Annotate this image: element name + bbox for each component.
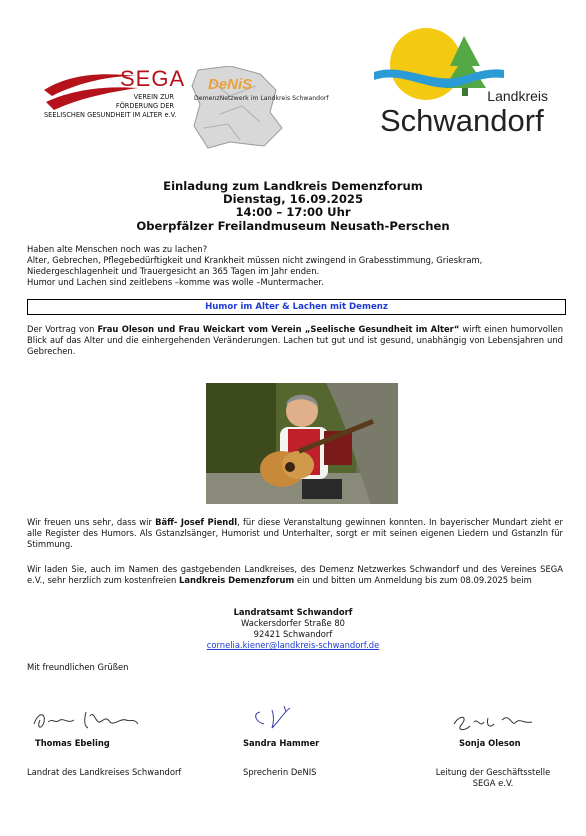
invitation-title: Einladung zum Landkreis Demenzforum <box>163 179 423 193</box>
signature-ebeling-icon <box>30 706 140 736</box>
sega-tagline-2: FÖRDERUNG DER <box>115 102 174 110</box>
invite-text-a: Wir laden Sie, auch im Namen des gastgebenden Landkreises, des Demenz Netzwerkes Schwandorf und des Vereines SEGA e.V., sehr herzlich zum kostenfreien <box>27 564 563 585</box>
landkreis-logo <box>370 24 556 140</box>
performer-name: Bäff- Josef Piendl <box>155 517 238 527</box>
performer-photo <box>206 383 398 504</box>
performer-paragraph <box>27 517 563 550</box>
signature-role-3-line1: Leitung der Geschäftsstelle <box>435 767 551 777</box>
landkreis-name: Schwandorf <box>380 103 544 138</box>
intro-line-3: Niedergeschlagenheit und Trauergesicht an 365 Tagen im Jahr enden. <box>27 266 320 276</box>
address-block <box>0 607 586 651</box>
email-link[interactable]: cornelia.kiener@landkreis-schwandorf.de <box>206 640 380 650</box>
invite-paragraph <box>27 564 563 586</box>
address-street: Wackersdorfer Straße 80 <box>240 618 345 628</box>
event-time: 14:00 – 17:00 Uhr <box>235 205 351 220</box>
denis-tagline: DemenzNetzwerk im Landkreis Schwandorf <box>194 95 329 102</box>
performer-text-a: Wir freuen uns sehr, dass wir <box>27 517 156 527</box>
musician-with-guitar-image <box>206 383 398 504</box>
talk-speakers: Frau Oleson und Frau Weickart vom Verein „Seelische Gesundheit im Alter“ <box>97 324 460 334</box>
invite-event-name: Landkreis Demenzforum <box>179 575 295 585</box>
topic-box: Humor im Alter & Lachen mit Demenz <box>27 299 566 315</box>
address-org: Landratsamt Schwandorf <box>233 607 353 617</box>
denis-logo <box>190 66 360 150</box>
signature-oleson-icon <box>450 708 540 738</box>
denis-wordmark: DeNiS <box>208 76 253 93</box>
signature-role-3-line2: SEGA e.V. <box>472 778 514 788</box>
title-block <box>0 180 586 233</box>
intro-line-4: Humor und Lachen sind zeitlebens –komme was wolle –Muntermacher. <box>27 277 324 287</box>
signature-hammer-icon <box>250 702 310 732</box>
performer-text-c: , für diese Veranstaltung gewinnen konnten. In bayerischer Mundart zieht er alle Register des Humors. Als Gstanzlsänger, Humorist und Unterhalter, sorgt er mit seinen eigenen Liedern und Gstanzln für Stimmung. <box>27 517 563 549</box>
signature-role-3 <box>418 767 568 789</box>
signature-name-3: Sonja Oleson <box>459 738 521 748</box>
intro-question: Haben alte Menschen noch was zu lachen? <box>27 244 208 254</box>
signature-name-1: Thomas Ebeling <box>35 738 110 748</box>
talk-text-c: wirft einen humorvollen Blick auf das Alter und die einhergehenden Veränderungen. Lachen tut gut und ist gesund, unabhängig von Lebensjahren und Gebrechen. <box>27 324 564 356</box>
sega-logo <box>40 66 186 132</box>
intro-line-2: Alter, Gebrechen, Pflegebedürftigkeit und Krankheit müssen nicht zwingend in Grabesstimmung, Grieskram, <box>27 255 483 265</box>
talk-text-a: Der Vortrag von <box>27 324 98 334</box>
event-venue: Oberpfälzer Freilandmuseum Neusath-Perschen <box>136 218 450 233</box>
signature-role-1: Landrat des Landkreises Schwandorf <box>27 767 182 777</box>
sega-wordmark: SEGA <box>120 66 186 91</box>
event-date: Dienstag, 16.09.2025 <box>222 192 364 207</box>
address-city: 92421 Schwandorf <box>253 629 333 639</box>
signature-name-2: Sandra Hammer <box>243 738 320 748</box>
sega-tagline-3: SEELISCHEN GESUNDHEIT IM ALTER e.V. <box>44 111 177 119</box>
intro-text <box>27 244 567 288</box>
landkreis-label: Landkreis <box>487 88 548 104</box>
talk-paragraph <box>27 324 563 357</box>
sun-tree-wave-icon <box>374 26 504 104</box>
greeting: Mit freundlichen Grüßen <box>27 662 129 672</box>
invite-text-c: ein und bitten um Anmeldung bis zum 08.09.2025 beim <box>294 575 532 585</box>
sega-tagline-1: VEREIN ZUR <box>133 93 174 101</box>
signature-role-2: Sprecherin DeNIS <box>243 767 317 777</box>
